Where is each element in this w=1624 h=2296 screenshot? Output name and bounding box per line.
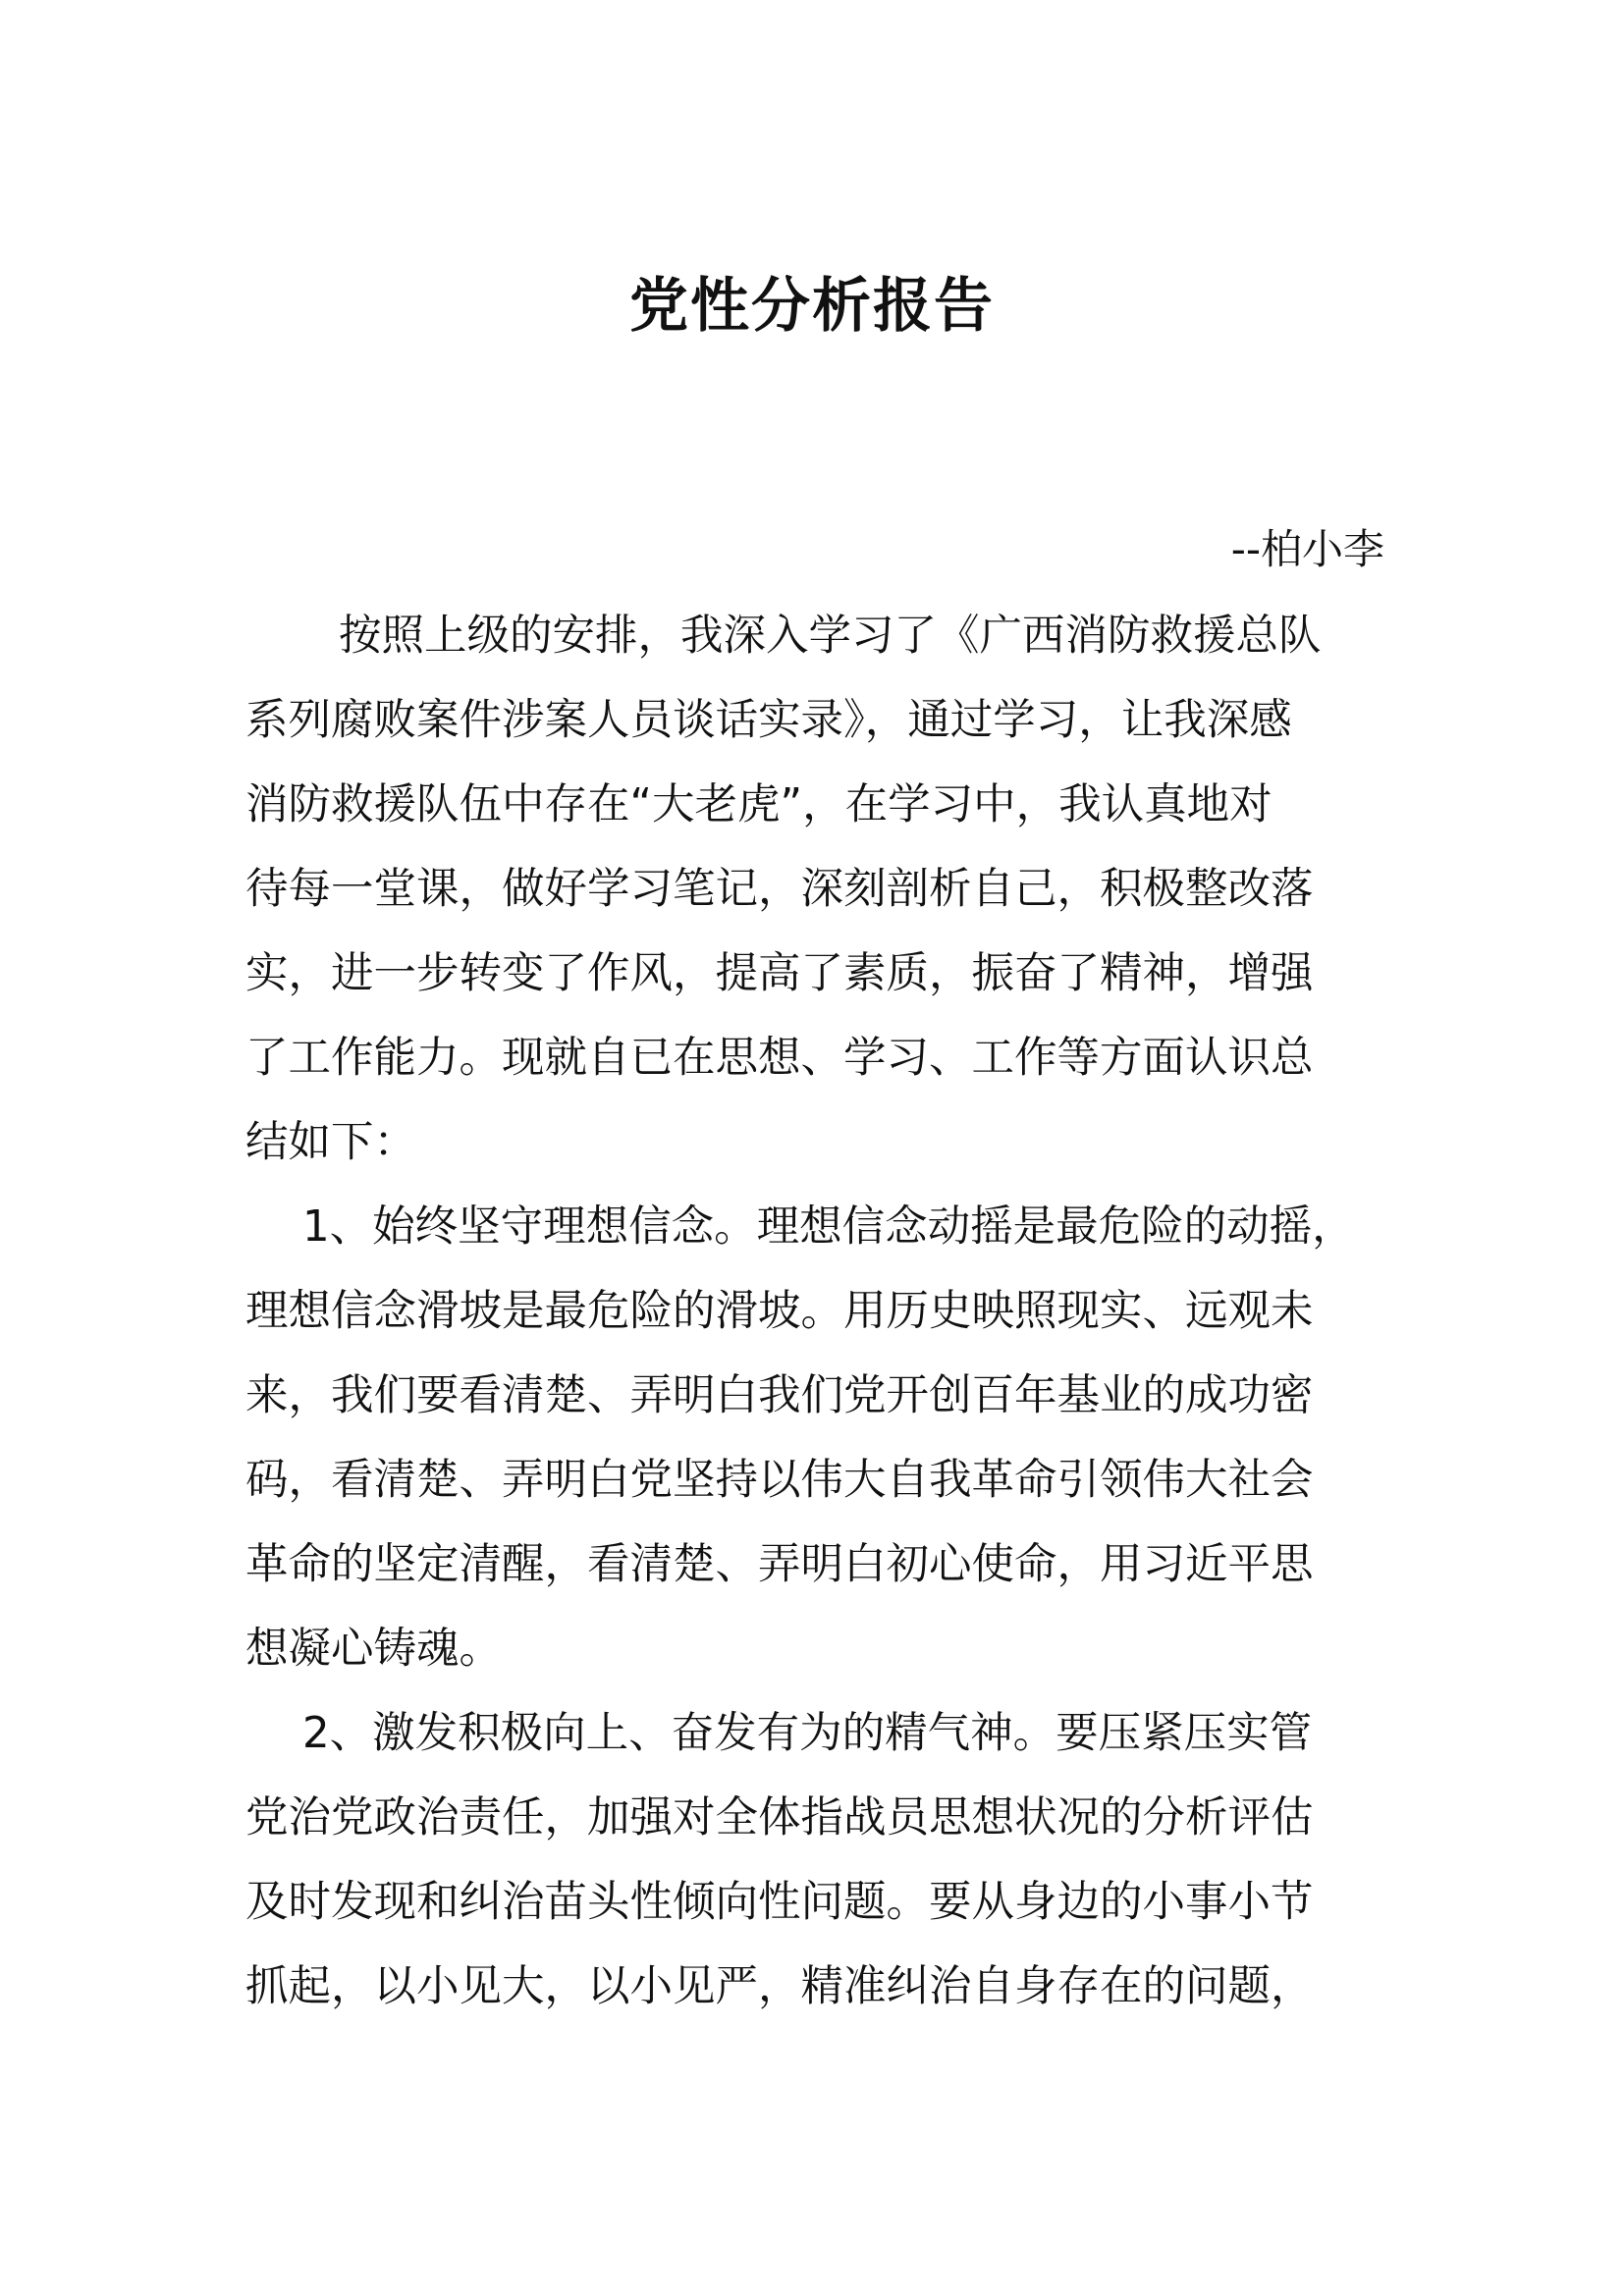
author-signature: --柏小李 (1230, 525, 1384, 573)
body-line: 革命的坚定清醒，看清楚、弄明白初心使命，用习近平思 (245, 1540, 1314, 1589)
body-line: 了工作能力。现就自已在思想、学习、工作等方面认识总 (245, 1034, 1314, 1083)
body-line: 实，进一步转变了作风，提高了素质，振奋了精神，增强 (245, 949, 1314, 998)
body-line: 待每一堂课，做好学习笔记，深刻剖析自己，积极整改落 (245, 865, 1314, 914)
body-line: 消防救援队伍中存在“大老虎”，在学习中，我认真地对 (245, 780, 1272, 829)
body-line: 系列腐败案件涉案人员谈话实录》，通过学习，让我深感 (245, 696, 1292, 745)
body-line: 按照上级的安排，我深入学习了《广西消防救援总队 (339, 612, 1322, 661)
body-line: 码，看清楚、弄明白党坚持以伟大自我革命引领伟大社会 (245, 1456, 1314, 1505)
body-line: 想凝心铸魂。 (245, 1625, 502, 1674)
body-line: 及时发现和纠治苗头性倾向性问题。要从身边的小事小节 (245, 1878, 1314, 1927)
document-title: 党性分析报告 (629, 272, 995, 341)
body-line: 1、始终坚守理想信念。理想信念动摇是最危险的动摇， (302, 1202, 1355, 1252)
body-line: 抓起，以小见大，以小见严，精准纠治自身存在的问题， (245, 1962, 1314, 2011)
body-line: 理想信念滑坡是最危险的滑坡。用历史映照现实、远观未 (245, 1287, 1314, 1336)
body-line: 2、激发积极向上、奋发有为的精气神。要压紧压实管 (302, 1709, 1313, 1758)
body-line: 党治党政治责任，加强对全体指战员思想状况的分析评估 (245, 1793, 1314, 1842)
body-line: 来，我们要看清楚、弄明白我们党开创百年基业的成功密 (245, 1371, 1314, 1420)
body-line: 结如下： (245, 1118, 416, 1167)
